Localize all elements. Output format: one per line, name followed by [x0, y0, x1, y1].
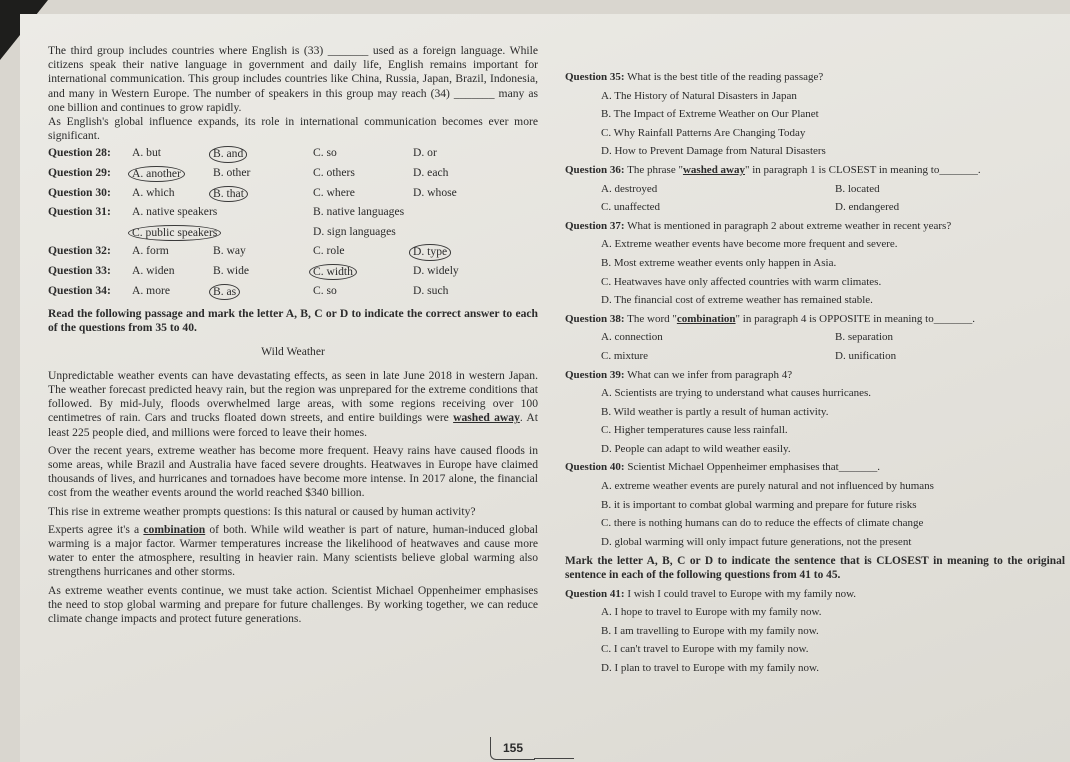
question-row: C. public speakers D. sign languages — [48, 225, 538, 245]
question-39: Question 39: What can we infer from paragraph 4? A. Scientists are trying to understand what causes hurricanes. B. Wild weather is partly a result of human activity. C. Higher temperatures cause less rainfall. D. People can adapt to wild weather easily. — [565, 368, 872, 455]
question-row: Question 28: A. but B. and C. so D. or — [48, 146, 538, 166]
question-38: Question 38: The word "combination" in paragraph 4 is OPPOSITE in meaning to_______. A. connection B. separation C. mixture D. unification — [565, 312, 975, 362]
worksheet-page — [20, 14, 1070, 762]
passage-title: Wild Weather — [261, 344, 325, 358]
passage-paragraph-3: This rise in extreme weather prompts questions: Is this natural or caused by human activity? — [48, 504, 476, 518]
sentence-transformation-instruction: Mark the letter A, B, C or D to indicate the sentence that is CLOSEST in meaning to the original sentence in each of the following questions from 41 to 45. — [565, 555, 1065, 582]
circled-answer: B. as — [209, 284, 240, 300]
circled-answer: D. type — [409, 244, 451, 260]
passage-paragraph-1: Unpredictable weather events can have devastating effects, as seen in late June 2018 in western Japan. The weather forecast predicted heavy rain, but the region was unprepared for the extreme conditions that followed. By mid-July, floods overwhelmed large areas, with some regions receiving over 100 centimetres of rain. Cars and trucks floated down streets, and entire buildings were washed away. At least 225 people died, and millions were forced to leave their homes. — [48, 368, 538, 439]
question-row: Question 33: A. widen B. wide C. width D. widely — [48, 264, 538, 284]
passage-paragraph-5: As extreme weather events continue, we must take action. Scientist Michael Oppenheimer emphasises the need to stop global warming and prepare for future challenges. By working together, we can reduce climate change impacts and protect future generations. — [48, 583, 538, 626]
question-40: Question 40: Scientist Michael Oppenheimer emphasises that_______. A. extreme weather events are purely natural and not influenced by humans B. it is important to combat global warming and prepare for future risks C. there is nothing humans can do to reduce the effects of climate change D. global warming will only impact future generations, not the present — [565, 461, 934, 548]
question-37: Question 37: What is mentioned in paragraph 2 about extreme weather in recent years? A. Extreme weather events have become more frequent and severe. B. Most extreme weather events only happen in Asia. C. Heatwaves have only affected countries with warm climates. D. The financial cost of extreme weather has remained stable. — [565, 219, 952, 307]
passage-paragraph-4: Experts agree it's a combination of both. While wild weather is part of nature, human-induced global warming is a major factor. Warmer temperatures increase the likelihood of heatwaves and cause more water to enter the atmosphere, resulting in heavier rain. Many scientists believe global warming also strengthens hurricanes and other storms. — [48, 522, 538, 579]
question-row: Question 34: A. more B. as C. so D. such — [48, 284, 538, 304]
question-35: Question 35: What is the best title of the reading passage? A. The History of Natural Disasters in Japan B. The Impact of Extreme Weather on Our Planet C. Why Rainfall Patterns Are Changing Today D. How to Prevent Damage from Natural Disasters — [565, 71, 826, 158]
intro-paragraph-1: The third group includes countries where English is (33) _______ used as a foreign language. While citizens speak their native language in government and daily life, English remains important for international communication. This group includes countries like China, Russia, Japan, Brazil, Indonesia, and many in Western Europe. The number of speakers in this group may reach (34) _______ many as one billion and continues to grow rapidly. — [48, 44, 538, 114]
circled-answer: B. and — [209, 146, 247, 162]
question-row: Question 29: A. another B. other C. others D. each — [48, 166, 538, 186]
circled-answer: B. that — [209, 186, 248, 202]
intro-paragraph-2: As English's global influence expands, its role in international communication becomes ever more significant. — [48, 115, 538, 143]
question-row: Question 31: A. native speakers B. native languages — [48, 205, 405, 219]
circled-answer: C. width — [309, 264, 357, 280]
right-column — [565, 66, 1065, 676]
question-list-28-34 — [48, 146, 538, 303]
circled-answer: C. public speakers — [128, 225, 221, 241]
left-column — [48, 44, 538, 626]
circled-answer: A. another — [128, 166, 185, 182]
question-row: Question 30: A. which B. that C. where D. whose — [48, 186, 538, 206]
page-number-rule — [534, 758, 574, 759]
reading-instruction: Read the following passage and mark the letter A, B, C or D to indicate the correct answer to each of the questions from 35 to 40. — [48, 307, 538, 335]
passage-paragraph-2: Over the recent years, extreme weather has become more frequent. Heavy rains have caused floods in some areas, while Brazil and Australia have faced severe droughts. Heatwaves in Europe have claimed thousands of lives, and hurricanes and tornadoes have become more intense. In 2017 alone, the financial cost from the weather events around the world reached $340 billion. — [48, 443, 538, 500]
question-41: Question 41: I wish I could travel to Europe with my family now. A. I hope to travel to Europe with my family now. B. I am travelling to Europe with my family now. C. I can't travel to Europe with my family now. D. I plan to travel to Europe with my family now. — [565, 587, 857, 674]
question-36: Question 36: The phrase "washed away" in paragraph 1 is CLOSEST in meaning to_______. A. destroyed B. located C. unaffected D. endangered — [565, 163, 981, 214]
page-number: 155 — [490, 737, 535, 760]
question-row: Question 32: A. form B. way C. role D. type — [48, 244, 538, 264]
